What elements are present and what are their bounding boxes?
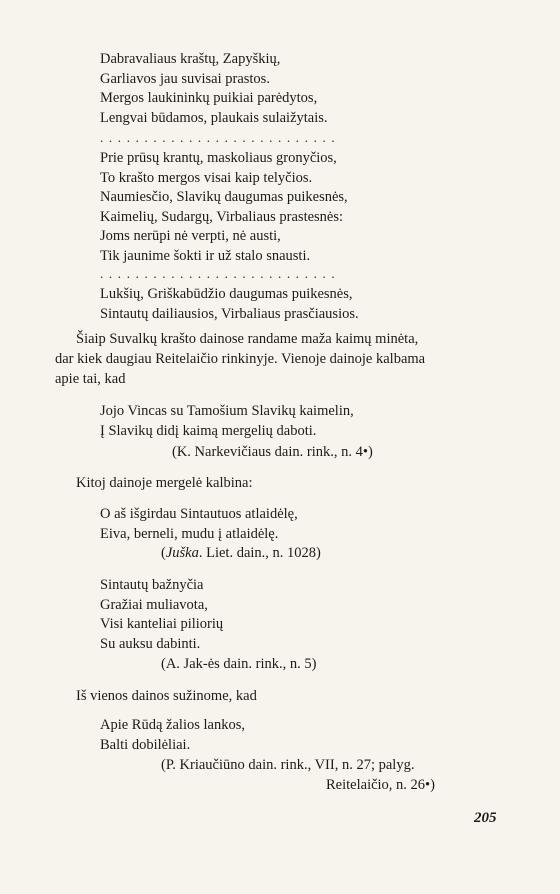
verse-block-7 (100, 716, 245, 755)
citation-author: Juška (165, 545, 199, 561)
verse-line: Lengvai būdamos, plaukais sulaižytais. (100, 109, 328, 126)
citation: (P. Kriaučiūno dain. rink., VII, n. 27; palyg. (161, 757, 415, 773)
verse-line: Su auksu dabinti. (100, 635, 201, 652)
paragraph-line: Kitoj dainoje mergelė kalbina: (76, 475, 253, 491)
verse-line: Į Slavikų didį kaimą mergelių daboti. (100, 422, 317, 439)
verse-block-3 (100, 285, 359, 324)
paragraph-line: apie tai, kad (55, 371, 126, 387)
verse-line: Jojo Vincas su Tamošium Slavikų kaimelin, (100, 403, 354, 419)
verse-block-1 (100, 50, 328, 128)
paragraph-line: Iš vienos dainos sužinome, kad (76, 688, 257, 704)
verse-line: Gražiai muliavota, (100, 596, 208, 613)
verse-line: Visi kanteliai piliorių (100, 616, 224, 632)
verse-block-6 (100, 576, 223, 654)
citation: (K. Narkevičiaus dain. rink., n. 4•) (172, 444, 373, 460)
verse-line: Apie Rūdą žalios lankos, (100, 717, 245, 733)
verse-line: Mergos laukininkų puikiai parėdytos, (100, 90, 318, 106)
verse-line: Dabravaliaus kraštų, Zapyškių, (100, 51, 281, 67)
citation-open: ( (161, 545, 166, 561)
verse-line: Naumiesčio, Slavikų daugumas puikesnės, (100, 189, 348, 205)
verse-line: Joms nerūpi nė verpti, nė austi, (100, 228, 281, 244)
verse-line: Sintautų bažnyčia (100, 577, 204, 593)
citation: Reitelaičio, n. 26•) (326, 777, 435, 793)
verse-line: Prie prūsų krantų, maskoliaus gronyčios, (100, 150, 337, 166)
citation-rest: . Liet. dain., n. 1028) (198, 545, 321, 561)
citation (161, 544, 321, 564)
verse-line: Kaimelių, Sudargų, Virbaliaus prastesnės: (100, 208, 344, 225)
verse-line: O aš išgirdau Sintautuos atlaidėlę, (100, 506, 298, 522)
ellipsis-separator: . . . . . . . . . . . . . . . . . . . . . . . . . . . (100, 130, 336, 145)
verse-block-2 (100, 149, 348, 266)
paragraph-line: dar kiek daugiau Reitelaičio rinkinyje. Vienoje dainoje kalbama (55, 351, 426, 367)
verse-line: Lukšių, Griškabūdžio daugumas puikesnės, (100, 286, 353, 302)
paragraph-line: Šiaip Suvalkų krašto dainose randame maža kaimų minėta, (76, 331, 419, 347)
page-number: 205 (474, 810, 497, 826)
verse-line: To krašto mergos visai kaip telyčios. (100, 169, 313, 186)
verse-line: Garliavos jau suvisai prastos. (100, 70, 270, 87)
verse-line: Eiva, berneli, mudu į atlaidėlę. (100, 525, 279, 542)
verse-line: Sintautų dailiausios, Virbaliaus prasčiausios. (100, 305, 359, 322)
ellipsis-separator: . . . . . . . . . . . . . . . . . . . . . . . . . . . (100, 266, 336, 281)
verse-block-5 (100, 505, 298, 544)
verse-block-4 (100, 402, 354, 441)
citation: (A. Jak-ės dain. rink., n. 5) (161, 656, 317, 672)
verse-line: Balti dobilėliai. (100, 736, 191, 753)
verse-line: Tik jaunime šokti ir už stalo snausti. (100, 247, 311, 264)
